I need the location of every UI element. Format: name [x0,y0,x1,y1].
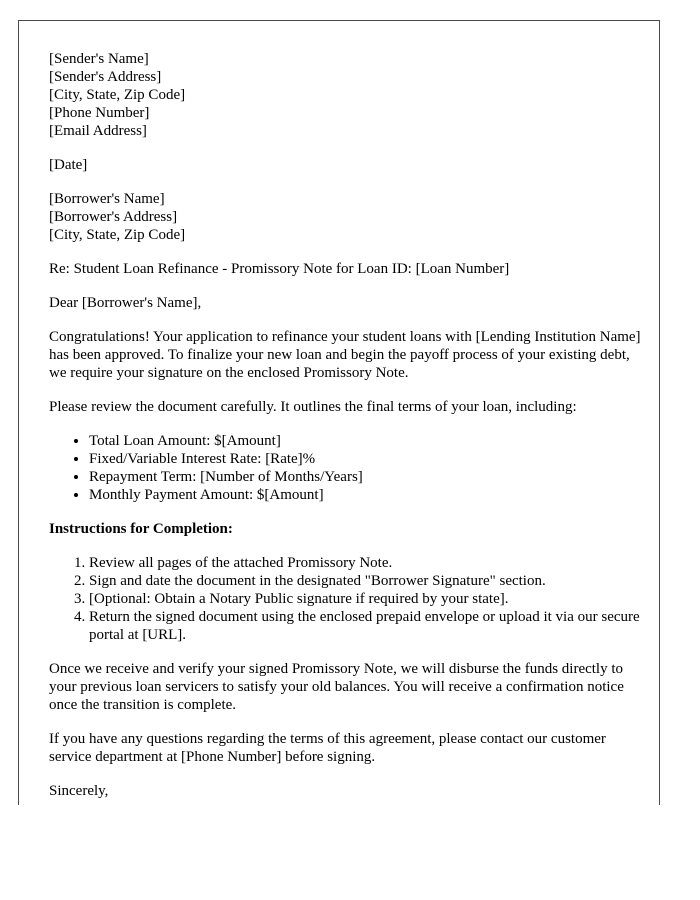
recipient-city-state-zip: [City, State, Zip Code] [49,227,186,243]
recipient-address: [Borrower's Address] [49,209,178,225]
salutation: Dear [Borrower's Name], [49,295,202,311]
recipient-block [49,190,641,244]
list-item: 4. Return the signed document using the enclosed prepaid envelope or upload it via our secure portal at [URL]. [89,608,641,644]
list-item: • Repayment Term: [Number of Months/Years] [89,468,641,486]
sender-address: [Sender's Address] [49,69,162,85]
sender-name: [Sender's Name] [49,51,149,67]
review-paragraph: Please review the document carefully. It outlines the final terms of your loan, including: [49,399,577,415]
sender-email: [Email Address] [49,123,147,139]
sender-block [49,50,641,140]
subject-line: Re: Student Loan Refinance - Promissory Note for Loan ID: [Loan Number] [49,261,510,277]
instructions-heading: Instructions for Completion: [49,521,233,537]
list-item: • Monthly Payment Amount: $[Amount] [89,486,641,504]
list-item: • Total Loan Amount: $[Amount] [89,432,641,450]
disbursement-paragraph: Once we receive and verify your signed Promissory Note, we will disburse the funds directly to your previous loan servicers to satisfy your old balances. You will receive a confirmation notice once the transition is complete. [49,661,624,713]
letter-page [18,20,660,805]
questions-paragraph: If you have any questions regarding the terms of this agreement, please contact our customer service department at [Phone Number] before signing. [49,731,606,765]
letter-date: [Date] [49,157,88,173]
recipient-name: [Borrower's Name] [49,191,165,207]
list-item: • Fixed/Variable Interest Rate: [Rate]% [89,450,641,468]
closing: Sincerely, [49,783,109,799]
list-item: 3. [Optional: Obtain a Notary Public signature if required by your state]. [89,590,641,608]
letter-content [49,50,641,805]
loan-terms-list [49,432,641,504]
list-item: 2. Sign and date the document in the designated "Borrower Signature" section. [89,572,641,590]
sender-phone: [Phone Number] [49,105,150,121]
intro-paragraph: Congratulations! Your application to refinance your student loans with [Lending Institution Name] has been approved. To finalize your new loan and begin the payoff process of your existing debt, we require your signature on the enclosed Promissory Note. [49,329,641,381]
list-item: 1. Review all pages of the attached Promissory Note. [89,554,641,572]
sender-city-state-zip: [City, State, Zip Code] [49,87,186,103]
instructions-list [49,554,641,644]
